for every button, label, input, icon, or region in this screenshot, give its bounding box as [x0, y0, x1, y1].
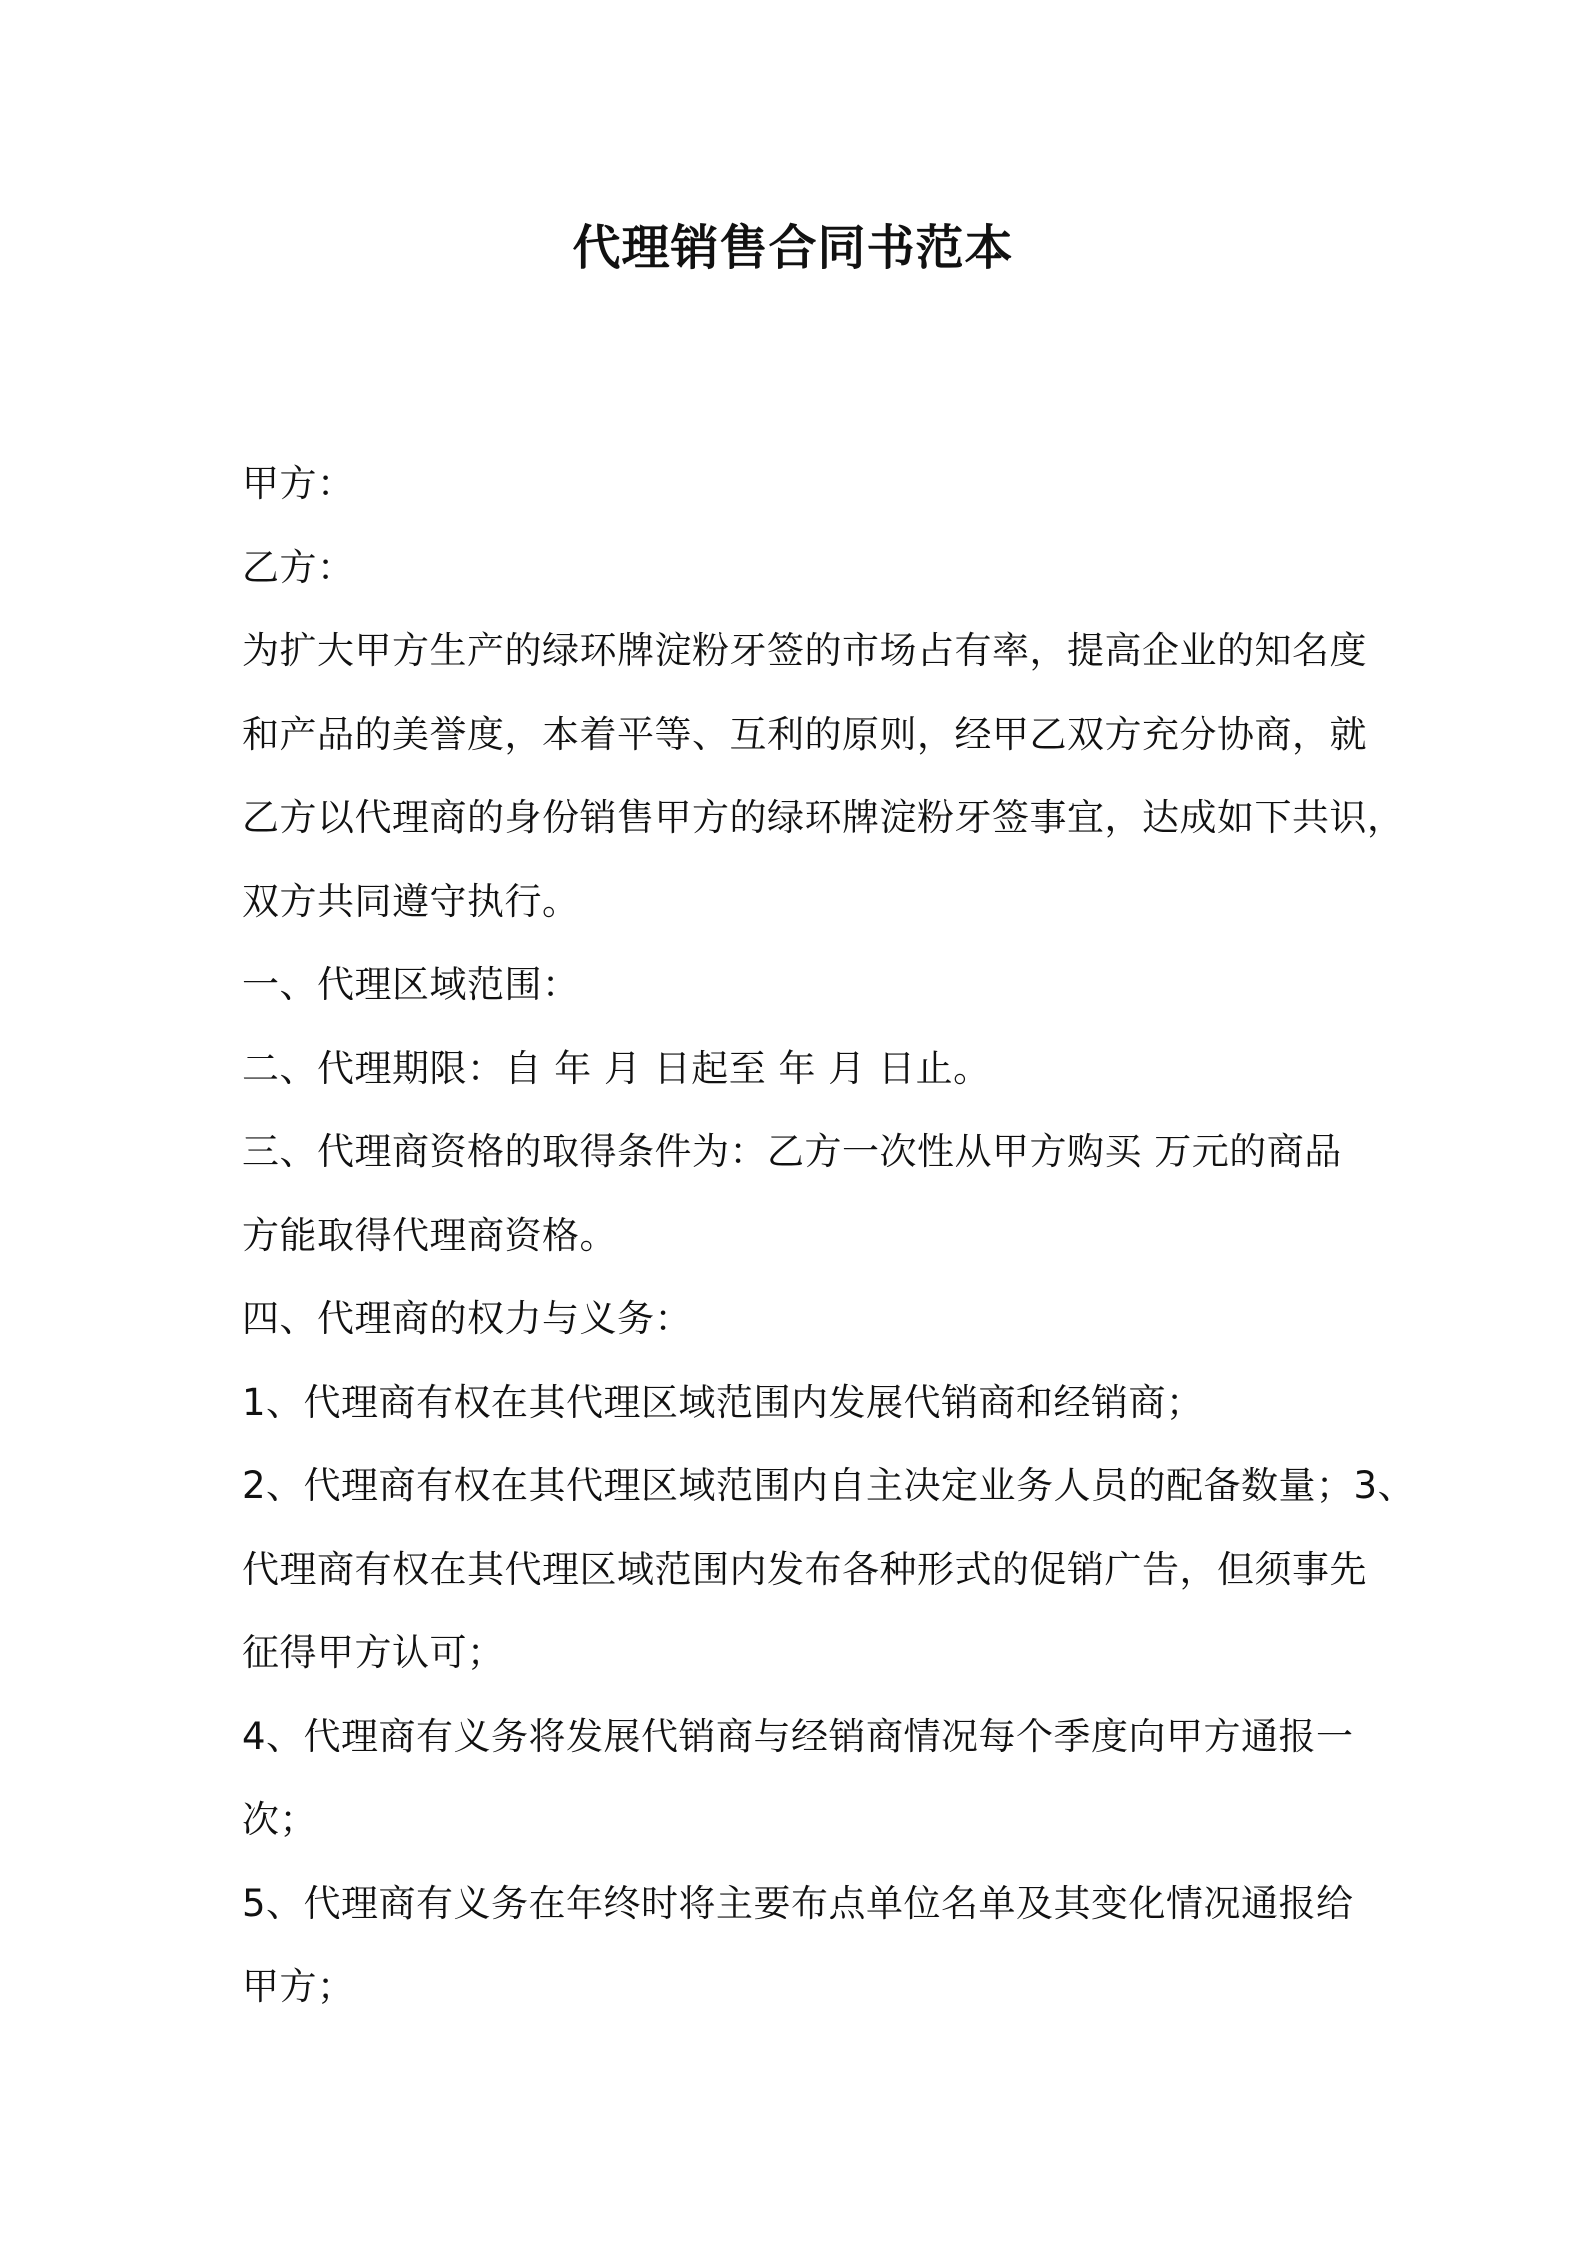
party-a-line: 甲方：: [242, 462, 355, 505]
contract-body: [242, 442, 1416, 2029]
clause-4-item: 2、代理商有权在其代理区域范围内自主决定业务人员的配备数量；3、: [242, 1464, 1416, 1507]
clause-1-heading: 一、代理区域范围：: [242, 963, 580, 1006]
clause-4-heading: 四、代理商的权力与义务：: [242, 1297, 692, 1340]
preamble-line: 双方共同遵守执行。: [242, 879, 580, 923]
preamble-line: 为扩大甲方生产的绿环牌淀粉牙签的市场占有率，提高企业的知名度: [242, 629, 1367, 672]
clause-2-heading: 二、代理期限：自 年 月 日起至 年 月 日止。: [242, 1046, 991, 1090]
clause-4-item: 5、代理商有义务在年终时将主要布点单位名单及其变化情况通报给: [242, 1881, 1354, 1925]
clause-4-item: 1、代理商有权在其代理区域范围内发展代销商和经销商；: [242, 1380, 1204, 1424]
party-b-line: 乙方：: [242, 545, 355, 589]
document-title: 代理销售合同书范本: [572, 220, 1014, 276]
preamble-line: 和产品的美誉度，本着平等、互利的原则，经甲乙双方充分协商，就: [242, 712, 1367, 756]
clause-4-item: 甲方；: [242, 1965, 355, 2008]
clause-4-item: 代理商有权在其代理区域范围内发布各种形式的促销广告，但须事先: [242, 1547, 1367, 1591]
preamble-line: 乙方以代理商的身份销售甲方的绿环牌淀粉牙签事宜，达成如下共识，: [242, 796, 1405, 839]
clause-3-line: 方能取得代理商资格。: [242, 1213, 617, 1257]
clause-3-line: 三、代理商资格的取得条件为：乙方一次性从甲方购买 万元的商品: [242, 1130, 1342, 1173]
clause-4-item: 4、代理商有义务将发展代销商与经销商情况每个季度向甲方通报一: [242, 1714, 1354, 1758]
clause-4-item: 次；: [242, 1798, 317, 1841]
clause-4-item: 征得甲方认可；: [242, 1631, 505, 1674]
